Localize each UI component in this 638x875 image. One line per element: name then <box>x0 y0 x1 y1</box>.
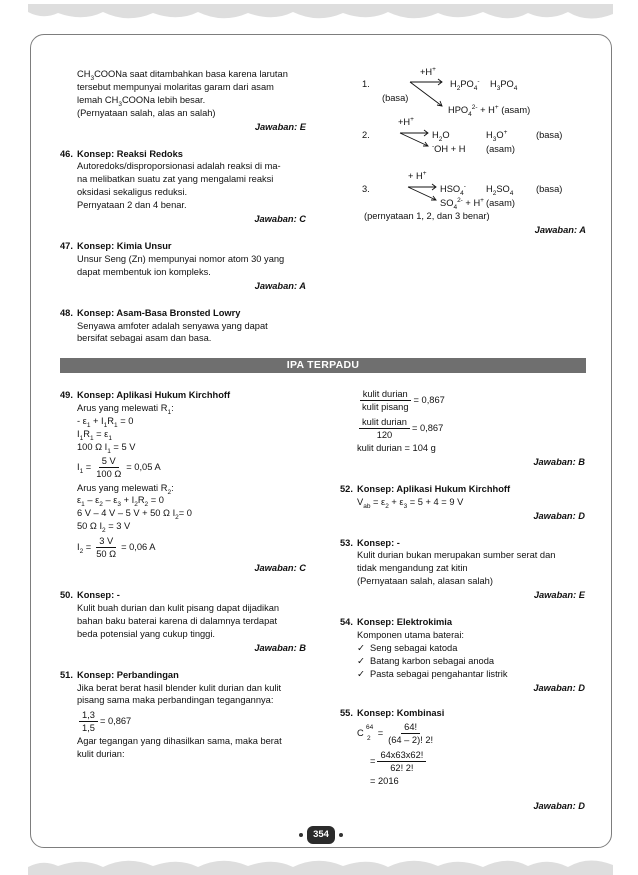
fraction <box>93 455 124 480</box>
text-line: bersifat sebagai asam dan basa. <box>77 333 212 344</box>
concept-heading: Konsep: Kombinasi <box>357 707 445 718</box>
combination-step: = $\frac{64x63x62!}{62! 2!}$ <box>340 747 585 775</box>
equation-lhs: $I_2$ = <box>77 541 92 555</box>
concept-heading: Konsep: Elektrokimia <box>357 617 453 628</box>
text-line: kulit durian: <box>77 749 125 760</box>
question-number: 54. <box>340 617 353 628</box>
text-line: Pernyataan 2 dan 4 benar. <box>77 200 187 211</box>
concept-heading: Konsep: Asam-Basa Bronsted Lowry <box>77 307 241 318</box>
numerator: 64! <box>401 721 420 734</box>
left-column-bottom <box>60 389 306 761</box>
c-subscript: 2 <box>367 734 371 742</box>
concept-heading: Konsep: Perbandingan <box>77 669 179 680</box>
concept-heading: Konsep: Kimia Unsur <box>77 240 172 251</box>
left-column-top <box>60 68 306 345</box>
text-line: (Pernyataan salah, alasan salah) <box>357 576 493 587</box>
text-line: $\varepsilon_1 - \varepsilon_2 - \varepsilon_3 + I_2R_2 = 0$ <box>77 495 164 509</box>
numerator: 64x63x62! <box>377 749 426 762</box>
basa-label: (basa) <box>382 93 409 103</box>
numerator: kulit durian <box>359 416 410 429</box>
concept-heading: Konsep: Aplikasi Hukum Kirchhoff <box>77 390 231 400</box>
numerator: 3 V <box>96 535 116 548</box>
text-line: Arus yang melewati $R_2$: <box>77 482 174 496</box>
question-number: 46. <box>60 148 73 159</box>
proton-label: +H+ <box>420 65 436 77</box>
numerator: kulit durian <box>360 388 411 401</box>
text-line: 6 V – 4 V – 5 V + 50 Ω $I_2= 0$ <box>77 508 192 522</box>
question-number: 53. <box>340 537 353 548</box>
combination-result: = 2016 <box>370 776 399 787</box>
question-number: 48. <box>60 307 73 318</box>
combination-symbol <box>357 723 374 742</box>
decorative-dot <box>299 833 303 837</box>
question-51 <box>60 669 306 762</box>
page-number: 354 <box>307 826 335 844</box>
question-49 <box>60 389 306 575</box>
proton-label: + H+ <box>408 169 427 181</box>
denominator: 50 Ω <box>96 548 117 559</box>
basa-label: (basa) <box>536 184 563 194</box>
checkmark-icon: ✓ <box>357 668 365 679</box>
text-line: Senyawa amfoter adalah senyawa yang dapat <box>77 320 268 331</box>
text-line: Kulit buah durian dan kulit pisang dapat dijadikan <box>77 602 280 613</box>
reaction-number: 1. <box>362 79 370 89</box>
fraction <box>377 749 426 774</box>
text-line: (Pernyataan salah, alas an salah) <box>77 107 216 118</box>
reaction-number: 3. <box>362 184 370 194</box>
concept-heading: Konsep: Reaksi Redoks <box>77 148 183 159</box>
text-line: 100 Ω $I_1 = 5$ V <box>77 441 136 455</box>
numerator: 5 V <box>99 455 119 468</box>
equation-i1 <box>60 454 306 482</box>
answer-label: Jawaban: A <box>534 225 586 235</box>
proton-label: +H+ <box>398 115 414 127</box>
text-line: oksidasi sekaligus reduksi. <box>77 187 188 198</box>
question-55 <box>340 707 585 814</box>
text-line: Unsur Seng (Zn) mempunyai nomor atom 30 yang <box>77 253 285 264</box>
text-line: Agar tegangan yang dihasilkan sama, maka berat <box>77 736 282 747</box>
answer-label: Jawaban: B <box>533 456 585 467</box>
text-line: beda potensial yang cukup tinggi. <box>77 628 216 639</box>
reaction-bottom: -OH + H <box>432 142 466 154</box>
check-item <box>340 642 585 655</box>
statement-note: (pernyataan 1, 2, dan 3 benar) <box>364 211 490 221</box>
question-52 <box>340 483 585 523</box>
reaction-arrows <box>340 66 586 216</box>
denominator: 100 Ω <box>96 469 122 480</box>
product: $H_3PO_4$ <box>490 79 518 92</box>
reactant: $H_2PO_4^-$ <box>450 77 480 92</box>
asam-label: (asam) <box>486 144 515 154</box>
check-item <box>340 655 585 668</box>
fraction <box>385 721 436 746</box>
ratio-equation <box>340 386 585 414</box>
question-54 <box>340 616 585 694</box>
denominator: 62! 2! <box>390 762 414 773</box>
reactant: $H_2O$ <box>432 130 450 143</box>
answer-label: Jawaban: E <box>254 121 306 132</box>
text-line: tersebut mempunyai molaritas garam dari asam <box>77 81 274 92</box>
question-number: 47. <box>60 240 73 251</box>
denominator: kulit pisang <box>362 401 409 412</box>
reaction-bottom: $SO_4^{2-} + H^+$ <box>440 196 484 211</box>
text-line: kulit durian = 104 g <box>357 443 436 453</box>
concept-heading: Konsep: Aplikasi Hukum Kirchhoff <box>357 483 511 494</box>
text-line: na melibatkan suatu zat yang mengalami reaksi <box>77 174 274 185</box>
numerator: 1,3 <box>79 709 98 722</box>
question-number: 52. <box>340 483 353 494</box>
equation-result: = 0,867 <box>413 394 445 405</box>
answer-label: Jawaban: D <box>533 682 585 693</box>
reaction-number: 2. <box>362 130 370 140</box>
equation-result: = 0,867 <box>411 422 444 433</box>
fraction <box>79 709 98 734</box>
text-line: $V_{ab} = \varepsilon_2 + \varepsilon_3 = 5 + 4 = 9$ V <box>357 496 464 510</box>
equation-lhs: $I_1$ = <box>77 462 92 475</box>
text-line: bahan baku baterai karena di dalamnya terdapat <box>77 615 278 626</box>
answer-label: Jawaban: C <box>254 563 306 574</box>
reaction-bottom: $HPO_4^{2-} + H^+$ (asam) <box>448 103 531 118</box>
question-47 <box>60 240 306 293</box>
answer-label: Jawaban: A <box>254 280 306 291</box>
denominator: 1,5 <box>82 722 95 733</box>
text-line: pisang sama maka perbandingan tegangannya: <box>77 695 274 706</box>
product: $H_3O^+$ <box>486 128 508 143</box>
bottom-decoration <box>28 853 613 875</box>
question-number: 55. <box>340 707 353 718</box>
question-46 <box>60 148 306 226</box>
text-line: - $\varepsilon_1 + I_1R_1 = 0$ <box>77 415 134 429</box>
question-51-continued <box>340 386 585 469</box>
text-line: dapat membentuk ion kompleks. <box>77 266 211 277</box>
basa-label: (basa) <box>536 130 563 140</box>
text-line: lemah $CH_3COONa$ lebih besar. <box>77 94 206 108</box>
fraction <box>359 416 410 441</box>
decorative-dot <box>339 833 343 837</box>
text-line: Komponen utama baterai: <box>357 629 464 640</box>
ratio-equation <box>340 414 585 442</box>
asam-label: (asam) <box>486 198 515 208</box>
top-decoration <box>28 4 613 26</box>
question-number: 49. <box>60 390 73 400</box>
denominator: 120 <box>376 429 393 440</box>
denominator: (64 – 2)! 2! <box>388 734 434 745</box>
fraction <box>359 388 412 413</box>
check-item <box>340 668 585 681</box>
product: $H_2SO_4$ <box>486 184 514 197</box>
c-letter: C <box>357 727 364 738</box>
text-line: $I_1R_1 = \varepsilon_1$ <box>77 428 112 442</box>
reactant: $HSO_4^-$ <box>440 182 466 197</box>
question-number: 51. <box>60 669 73 680</box>
combination-equation: C 64 2 = $\frac{64!}{(64 - 2)! 2!}$ <box>340 719 585 747</box>
answer-label: Jawaban: E <box>533 590 585 601</box>
check-text: Pasta sebagai pengahantar listrik <box>370 668 508 679</box>
question-50 <box>60 589 306 655</box>
answer-label: Jawaban: B <box>254 642 306 653</box>
section-banner: IPA TERPADU <box>60 358 586 373</box>
question-48 <box>60 307 306 346</box>
answer-label: Jawaban: C <box>254 214 306 225</box>
answer-block-45 <box>60 68 306 134</box>
c-superscript: 64 <box>366 723 374 731</box>
equation-result: = 0,867 <box>99 715 132 726</box>
text-line: 50 Ω $I_2 = 3$ V <box>77 521 131 535</box>
text-line: Autoredoks/disproporsionasi adalah reaksi di ma- <box>77 161 281 172</box>
equation-i2 <box>60 533 306 561</box>
text-line: Arus yang melewati $R_1$: <box>77 402 174 416</box>
text-line: tidak mengandung zat kitin <box>357 563 468 574</box>
reaction-block <box>340 66 586 236</box>
right-column-bottom <box>340 386 585 813</box>
text-line: Kulit durian bukan merupakan sumber serat dan <box>357 550 556 561</box>
equation-result: = 0,05 A <box>126 462 161 473</box>
equation-result: = 0,06 A <box>121 541 156 552</box>
checkmark-icon: ✓ <box>357 655 365 666</box>
check-text: Seng sebagai katoda <box>370 642 458 653</box>
checkmark-icon: ✓ <box>357 642 365 653</box>
concept-heading: Konsep: - <box>357 537 400 548</box>
text-line: Jika berat berat hasil blender kulit durian dan kulit <box>77 682 282 693</box>
concept-heading: Konsep: - <box>77 590 120 601</box>
check-text: Batang karbon sebagai anoda <box>370 655 495 666</box>
ratio-equation <box>60 707 306 735</box>
fraction <box>93 535 119 560</box>
answer-label: Jawaban: D <box>533 510 585 521</box>
answer-label: Jawaban: D <box>533 801 585 812</box>
text-line: $CH_3COONa$ saat ditambahkan basa karena larutan <box>77 69 288 82</box>
question-53 <box>340 537 585 603</box>
question-number: 50. <box>60 590 73 601</box>
